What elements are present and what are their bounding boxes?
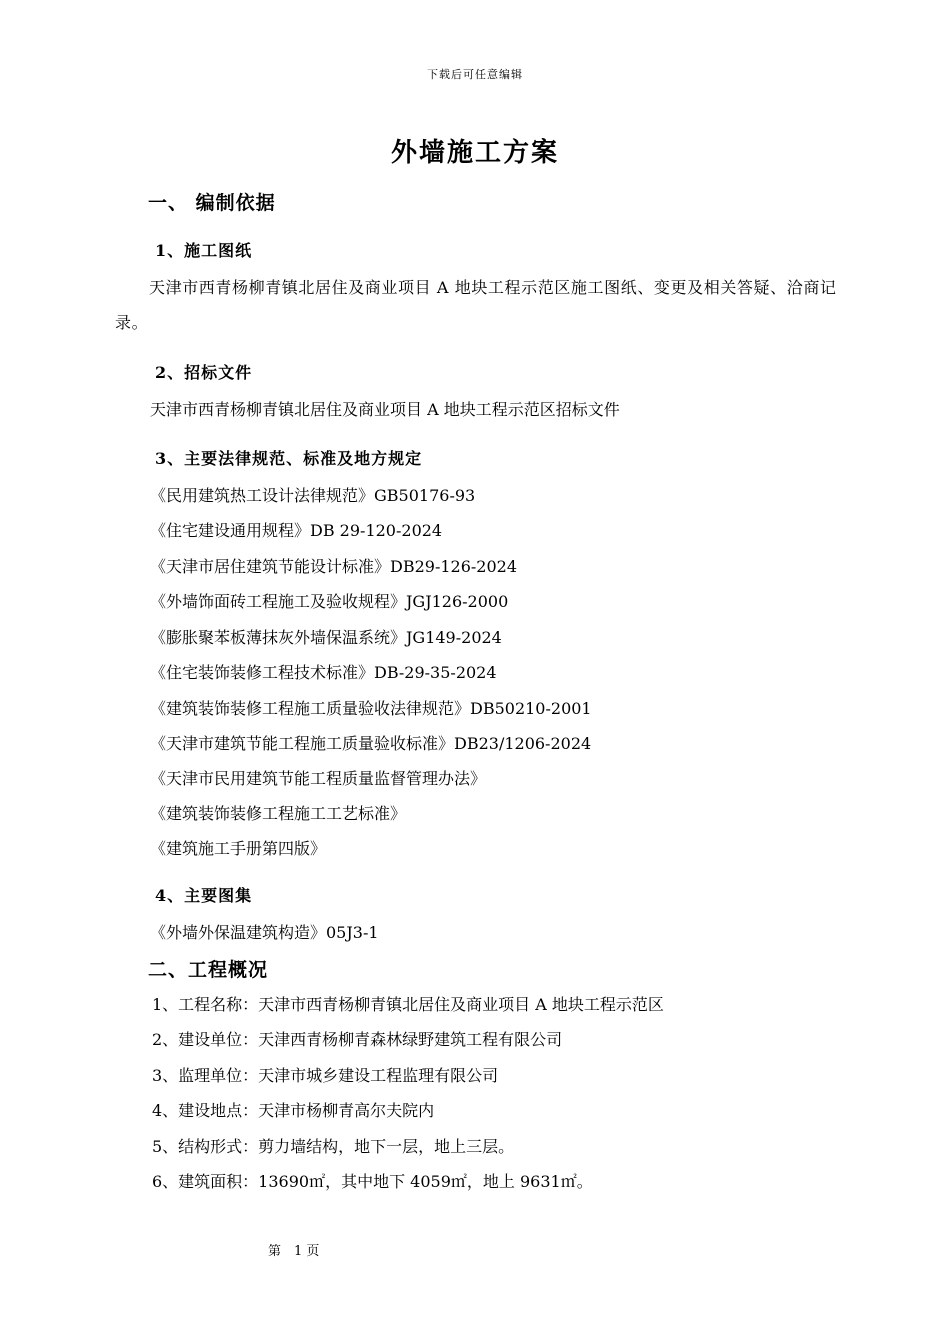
subheading-regulations: 3、主要法律规范、标准及地方规定 [155,449,423,468]
document-title: 外墙施工方案 [390,138,559,168]
subheading-tender: 2、招标文件 [155,363,253,382]
section-heading-overview: 二、工程概况 [148,959,269,981]
overview-item: 2、建设单位：天津西青杨柳青森林绿野建筑工程有限公司 [152,1030,563,1049]
atlas-text: 《外墙外保温建筑构造》05J3-1 [150,923,379,942]
regulation-item: 《建筑装饰装修工程施工质量验收法律规范》DB50210-2001 [150,699,592,718]
regulation-item: 《天津市建筑节能工程施工质量验收标准》DB23/1206-2024 [150,734,592,753]
page-header: 下载后可任意编辑 [427,68,523,81]
tender-text: 天津市西青杨柳青镇北居住及商业项目 A 地块工程示范区招标文件 [150,400,620,419]
subheading-drawings: 1、施工图纸 [155,241,253,260]
page-number: 第 1 页 [268,1244,320,1259]
overview-item: 3、监理单位：天津市城乡建设工程监理有限公司 [152,1066,499,1085]
drawings-paragraph: 天津市西青杨柳青镇北居住及商业项目 A 地块工程示范区施工图纸、变更及相关答疑、洽商记录。 [115,278,837,332]
regulation-item: 《膨胀聚苯板薄抹灰外墙保温系统》JG149-2024 [150,628,502,647]
regulation-item: 《建筑施工手册第四版》 [150,839,327,858]
regulation-item: 《天津市民用建筑节能工程质量监督管理办法》 [150,769,487,788]
regulation-item: 《住宅装饰装修工程技术标准》DB-29-35-2024 [150,663,497,682]
overview-item: 1、工程名称：天津市西青杨柳青镇北居住及商业项目 A 地块工程示范区 [152,995,664,1014]
overview-item: 5、结构形式：剪力墙结构，地下一层，地上三层。 [152,1137,515,1156]
overview-item: 4、建设地点：天津市杨柳青高尔夫院内 [152,1101,435,1120]
regulation-item: 《外墙饰面砖工程施工及验收规程》JGJ126-2000 [150,592,509,611]
section-heading-basis: 一、 编制依据 [148,192,276,214]
overview-item: 6、建筑面积：13690㎡，其中地下 4059㎡，地上 9631㎡。 [152,1172,593,1191]
regulation-item: 《建筑装饰装修工程施工工艺标准》 [150,804,407,823]
subheading-atlas: 4、主要图集 [155,886,253,905]
regulation-item: 《住宅建设通用规程》DB 29-120-2024 [150,521,443,540]
regulation-item: 《天津市居住建筑节能设计标准》DB29-126-2024 [150,557,518,576]
regulation-item: 《民用建筑热工设计法律规范》GB50176-93 [150,486,476,505]
